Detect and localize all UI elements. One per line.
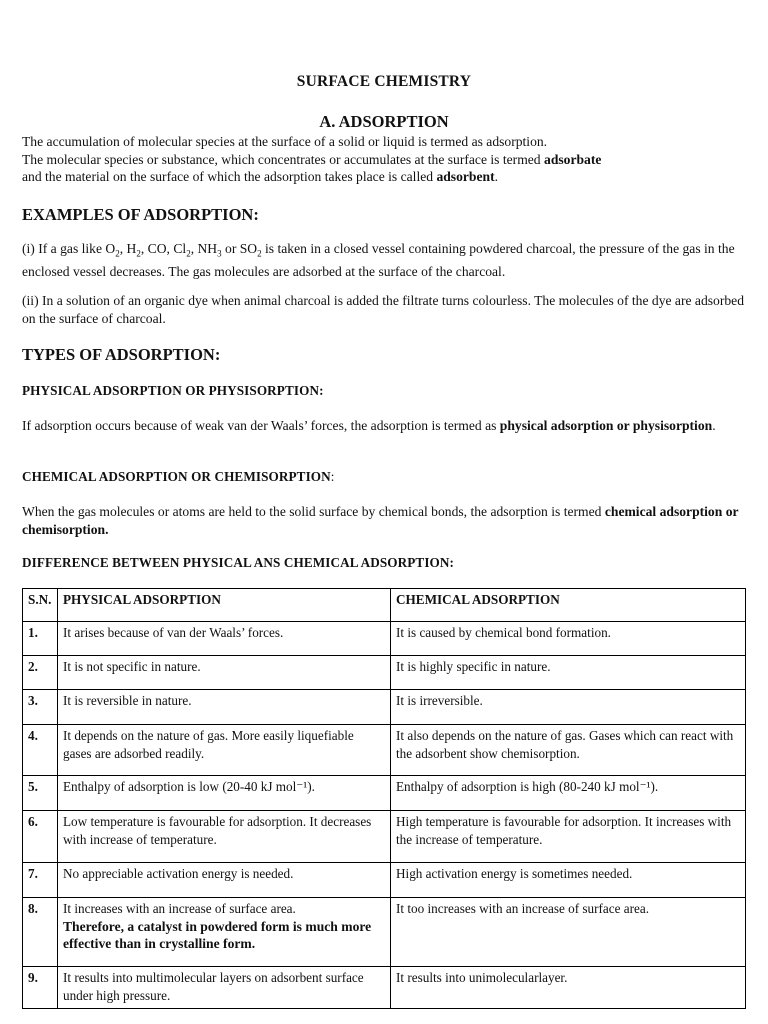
chemical-cell: It is highly specific in nature. (391, 656, 746, 690)
example-2: (ii) In a solution of an organic dye when animal charcoal is added the filtrate turns colourless. The molecules of the dye are adsorbed on the surface of charcoal. (22, 293, 744, 326)
comparison-table (22, 588, 746, 1009)
physical-cell: It results into multimolecular layers on adsorbent surface under high pressure. (57, 967, 390, 1009)
row-number: 4. (23, 725, 58, 776)
row-number: 1. (23, 622, 58, 656)
row-number: 5. (23, 776, 58, 811)
physical-cell: It increases with an increase of surface area. Therefore, a catalyst in powdered form is much more effective than in crystalline form. (57, 898, 390, 967)
physisorption-heading: PHYSICAL ADSORPTION OR PHYSISORPTION: (22, 383, 324, 398)
physical-cell: It arises because of van der Waals’ forces. (57, 622, 390, 656)
types-heading: TYPES OF ADSORPTION: (22, 345, 221, 364)
term-adsorbent: adsorbent (436, 169, 495, 184)
table-row (23, 811, 746, 863)
row-number: 8. (23, 898, 58, 967)
chemical-cell: It too increases with an increase of surface area. (391, 898, 746, 967)
intro-line-3: and the material on the surface of which the adsorption takes place is called (22, 169, 437, 184)
chemical-cell: It is irreversible. (391, 690, 746, 725)
chemical-cell: It results into unimolecularlayer. (391, 967, 746, 1009)
example-1: (i) If a gas like $O_2$, $H_2$, CO, $Cl_2$, $NH_3$ or $SO_2$ is taken in a closed vessel containing powdered charcoal, the pressure of the gas in the enclosed vessel decreases. The gas molecules are adsorbed at the surface of the charcoal. (22, 241, 735, 280)
table-row (23, 898, 746, 967)
chemical-cell: It also depends on the nature of gas. Gases which can react with the adsorbent show chemisorption. (391, 725, 746, 776)
chemical-cell: It is caused by chemical bond formation. (391, 622, 746, 656)
table-row (23, 967, 746, 1009)
term-adsorbate: adsorbate (544, 151, 602, 167)
page-title: SURFACE CHEMISTRY (296, 73, 472, 90)
intro-line-1: The accumulation of molecular species at the surface of a solid or liquid is termed as adsorption. (22, 134, 548, 149)
row-number: 3. (23, 690, 58, 725)
chemisorption-heading: CHEMICAL ADSORPTION OR CHEMISORPTION: (22, 469, 335, 484)
table-row (23, 656, 746, 690)
difference-heading: DIFFERENCE BETWEEN PHYSICAL ANS CHEMICAL ADSORPTION: (22, 555, 455, 570)
intro-line-2: The molecular species or substance, which concentrates or accumulates at the surface is termed (22, 151, 545, 167)
chemical-cell: High temperature is favourable for adsorption. It increases with the increase of temperature. (391, 811, 746, 863)
table-row (23, 690, 746, 725)
header-chemical: CHEMICAL ADSORPTION (391, 589, 746, 622)
examples-heading: EXAMPLES OF ADSORPTION: (22, 205, 259, 224)
intro-paragraph: The accumulation of molecular species at the surface of a solid or liquid is termed as adsorption. The molecular species or substance, which concentrates or accumulates at the surface is termed adsorbate and the material on the surface of which the adsorption takes place is called adsorbent. (22, 134, 602, 184)
table-row (23, 725, 746, 776)
table-header-row (23, 589, 746, 622)
chemical-cell: High activation energy is sometimes needed. (391, 863, 746, 898)
table-row (23, 622, 746, 656)
physical-cell: It depends on the nature of gas. More easily liquefiable gases are adsorbed readily. (57, 725, 390, 776)
row-number: 6. (23, 811, 58, 863)
physical-cell: It is not specific in nature. (57, 656, 390, 690)
physisorption-text: If adsorption occurs because of weak van der Waals’ forces, the adsorption is termed as physical adsorption or physisorption. (22, 418, 716, 433)
section-heading-adsorption: A. ADSORPTION (319, 112, 449, 131)
physical-cell: Low temperature is favourable for adsorption. It decreases with increase of temperature. (57, 811, 390, 863)
row-number: 2. (23, 656, 58, 690)
table-row (23, 776, 746, 811)
row-number: 9. (23, 967, 58, 1009)
physical-cell: No appreciable activation energy is needed. (57, 863, 390, 898)
chemisorption-text: When the gas molecules or atoms are held to the solid surface by chemical bonds, the adsorption is termed chemical adsorption or chemisorption. (22, 504, 739, 537)
physical-cell: It is reversible in nature. (57, 690, 390, 725)
header-sn: S.N. (23, 589, 58, 622)
row-number: 7. (23, 863, 58, 898)
table-row (23, 863, 746, 898)
chemical-cell: Enthalpy of adsorption is high (80-240 kJ mol⁻¹). (391, 776, 746, 811)
header-physical: PHYSICAL ADSORPTION (57, 589, 390, 622)
physical-cell: Enthalpy of adsorption is low (20-40 kJ mol⁻¹). (57, 776, 390, 811)
